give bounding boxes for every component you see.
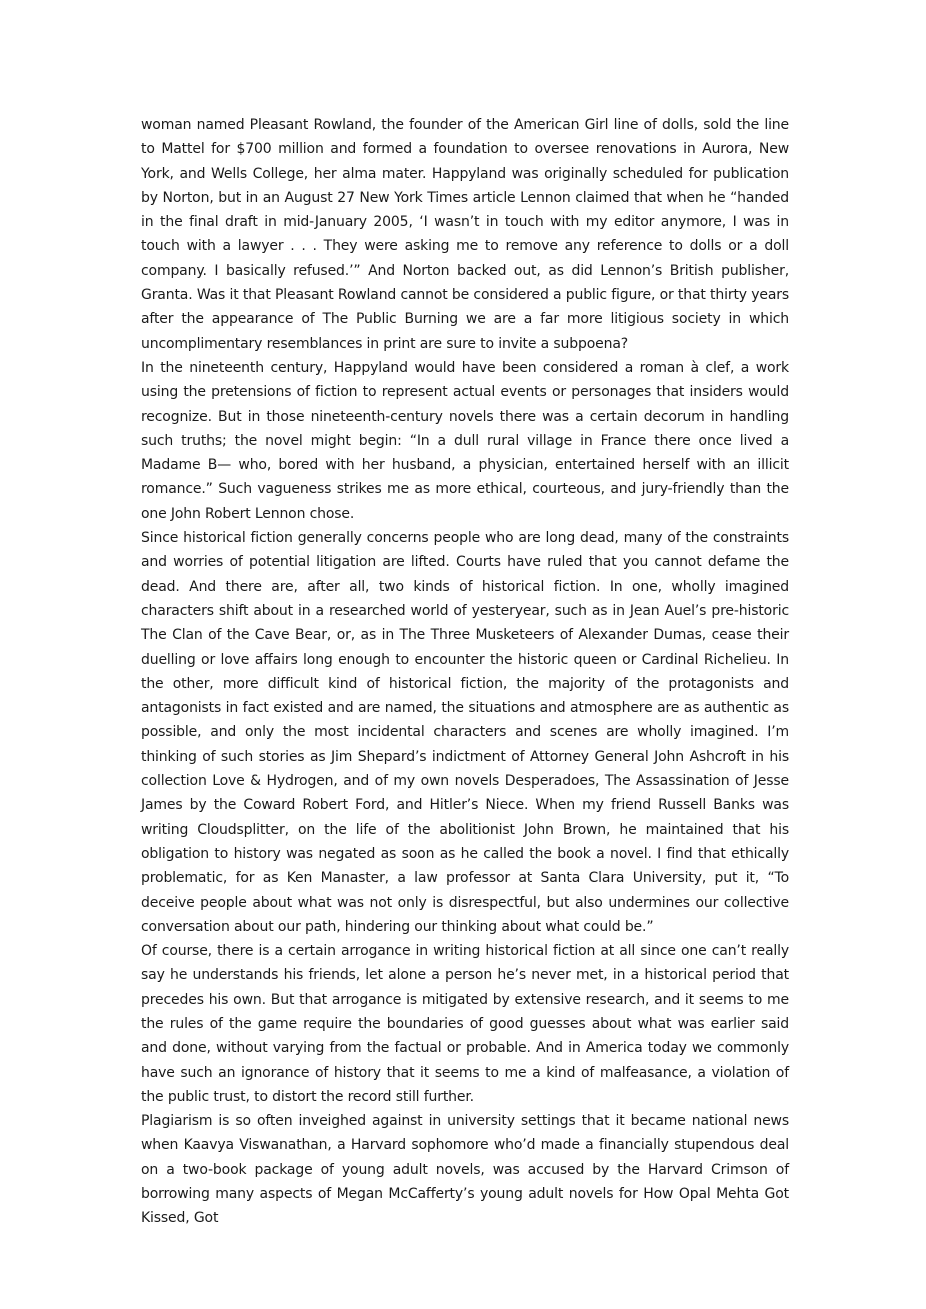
body-text: [141, 113, 789, 1231]
paragraph-4: Of course, there is a certain arrogance in writing historical fiction at all since one can’t really say he understands his friends, let alone a person he’s never met, in a historical period that precedes his own. But that arrogance is mitigated by extensive research, and it seems to me the rules of the game require the boundaries of good guesses about what was earlier said and done, without varying from the factual or probable. And in America today we commonly have such an ignorance of history that it seems to me a kind of malfeasance, a violation of the public trust, to distort the record still further.: [141, 943, 789, 1105]
paragraph-1: woman named Pleasant Rowland, the founder of the American Girl line of dolls, sold the line to Mattel for $700 million and formed a foundation to oversee renovations in Aurora, New York, and Wells College, her alma mater. Happyland was originally scheduled for publication by Norton, but in an August 27 New York Times article Lennon claimed that when he “handed in the final draft in mid-January 2005, ‘I wasn’t in touch with my editor anymore, I was in touch with a lawyer . . . They were asking me to remove any reference to dolls or a doll company. I basically refused.’” And Norton backed out, as did Lennon’s British publisher, Granta. Was it that Pleasant Rowland cannot be considered a public figure, or that thirty years after the appearance of The Public Burning we are a far more litigious society in which uncomplimentary resemblances in print are sure to invite a subpoena?: [141, 117, 790, 352]
paragraph-2: In the nineteenth century, Happyland would have been considered a roman à clef, a work using the pretensions of fiction to represent actual events or personages that insiders would recognize. But in those nineteenth-century novels there was a certain decorum in handling such truths; the novel might begin: “In a dull rural village in France there once lived a Madame B— who, bored with her husband, a physician, entertained herself with an illicit romance.” Such vagueness strikes me as more ethical, courteous, and jury-friendly than the one John Robert Lennon chose.: [141, 359, 789, 522]
paragraph-3: Since historical fiction generally concerns people who are long dead, many of the constraints and worries of potential litigation are lifted. Courts have ruled that you cannot defame the dead. And there are, after all, two kinds of historical fiction. In one, wholly imagined characters shift about in a researched world of yesteryear, such as in Jean Auel’s pre-historic The Clan of the Cave Bear, or, as in The Three Musketeers of Alexander Dumas, cease their duelling or love affairs long enough to encounter the historic queen or Cardinal Richelieu. In the other, more difficult kind of historical fiction, the majority of the protagonists and antagonists in fact existed and are named, the situations and atmosphere are as authentic as possible, and only the most incidental characters and scenes are wholly imagined. I’m thinking of such stories as Jim Shepard’s indictment of Attorney General John Ashcroft in his collection Love & Hydrogen, and of my own novels Desperadoes, The Assassination of Jesse James by the Coward Robert Ford, and Hitler’s Niece. When my friend Russell Banks was writing Cloudsplitter, on the life of the abolitionist John Brown, he maintained that his obligation to history was negated as soon as he called the book a novel. I find that ethically problematic, for as Ken Manaster, a law professor at Santa Clara University, put it, “To deceive people about what was not only is disrespectful, but also undermines our collective conversation about our path, hindering our thinking about what could be.”: [141, 530, 789, 935]
paragraph-5: Plagiarism is so often inveighed against in university settings that it became national news when Kaavya Viswanathan, a Harvard sophomore who’d made a financially stupendous deal on a two-book package of young adult novels, was accused by the Harvard Crimson of borrowing many aspects of Megan McCafferty’s young adult novels for How Opal Mehta Got Kissed, Got: [141, 1113, 789, 1227]
